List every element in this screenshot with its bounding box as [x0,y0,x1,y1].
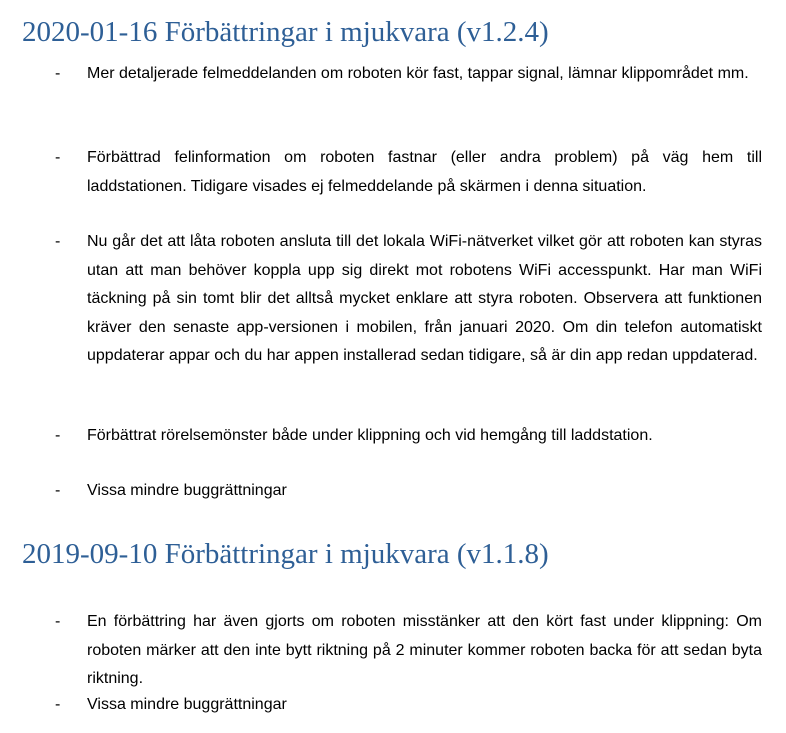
bullet-dash: - [55,65,61,82]
section-heading-v1-1-8: 2019-09-10 Förbättringar i mjukvara (v1.1.8) [22,538,549,570]
list-item-text: En förbättring har även gjorts om roboten misstänker att den kört fast under klippning: Om roboten märker att den inte bytt riktning på 2 minuter kommer roboten backa för att sedan byta riktning. [87,613,762,687]
bullet-dash: - [55,233,61,250]
bullet-dash: - [55,482,61,499]
list-item-text: Mer detaljerade felmeddelanden om roboten kör fast, tappar signal, lämnar klippområdet mm. [87,65,749,82]
list-item-text: Vissa mindre buggrättningar [87,482,287,499]
list-item-text: Förbättrat rörelsemönster både under klippning och vid hemgång till laddstation. [87,427,653,444]
bullet-dash: - [55,696,61,713]
bullet-dash: - [55,613,61,630]
list-item-text: Vissa mindre buggrättningar [87,696,287,713]
list-item-text: Nu går det att låta roboten ansluta till det lokala WiFi-nätverket vilket gör att roboten kan styras utan att man behöver koppla upp sig direkt mot robotens WiFi accesspunkt. Har man WiFi täckning på sin tomt blir det alltså mycket enklare att styra roboten. Observera att funktionen kräver den senaste app-versionen i mobilen, från januari 2020. Om din telefon automatiskt uppdaterar appar och du har appen installerad sedan tidigare, så är din app redan uppdaterad. [87,233,762,364]
bullet-dash: - [55,149,61,166]
section-heading-v1-2-4: 2020-01-16 Förbättringar i mjukvara (v1.2.4) [22,16,549,48]
list-item-text: Förbättrad felinformation om roboten fastnar (eller andra problem) på väg hem till laddstationen. Tidigare visades ej felmeddelande på skärmen i denna situation. [87,149,762,195]
bullet-dash: - [55,427,61,444]
